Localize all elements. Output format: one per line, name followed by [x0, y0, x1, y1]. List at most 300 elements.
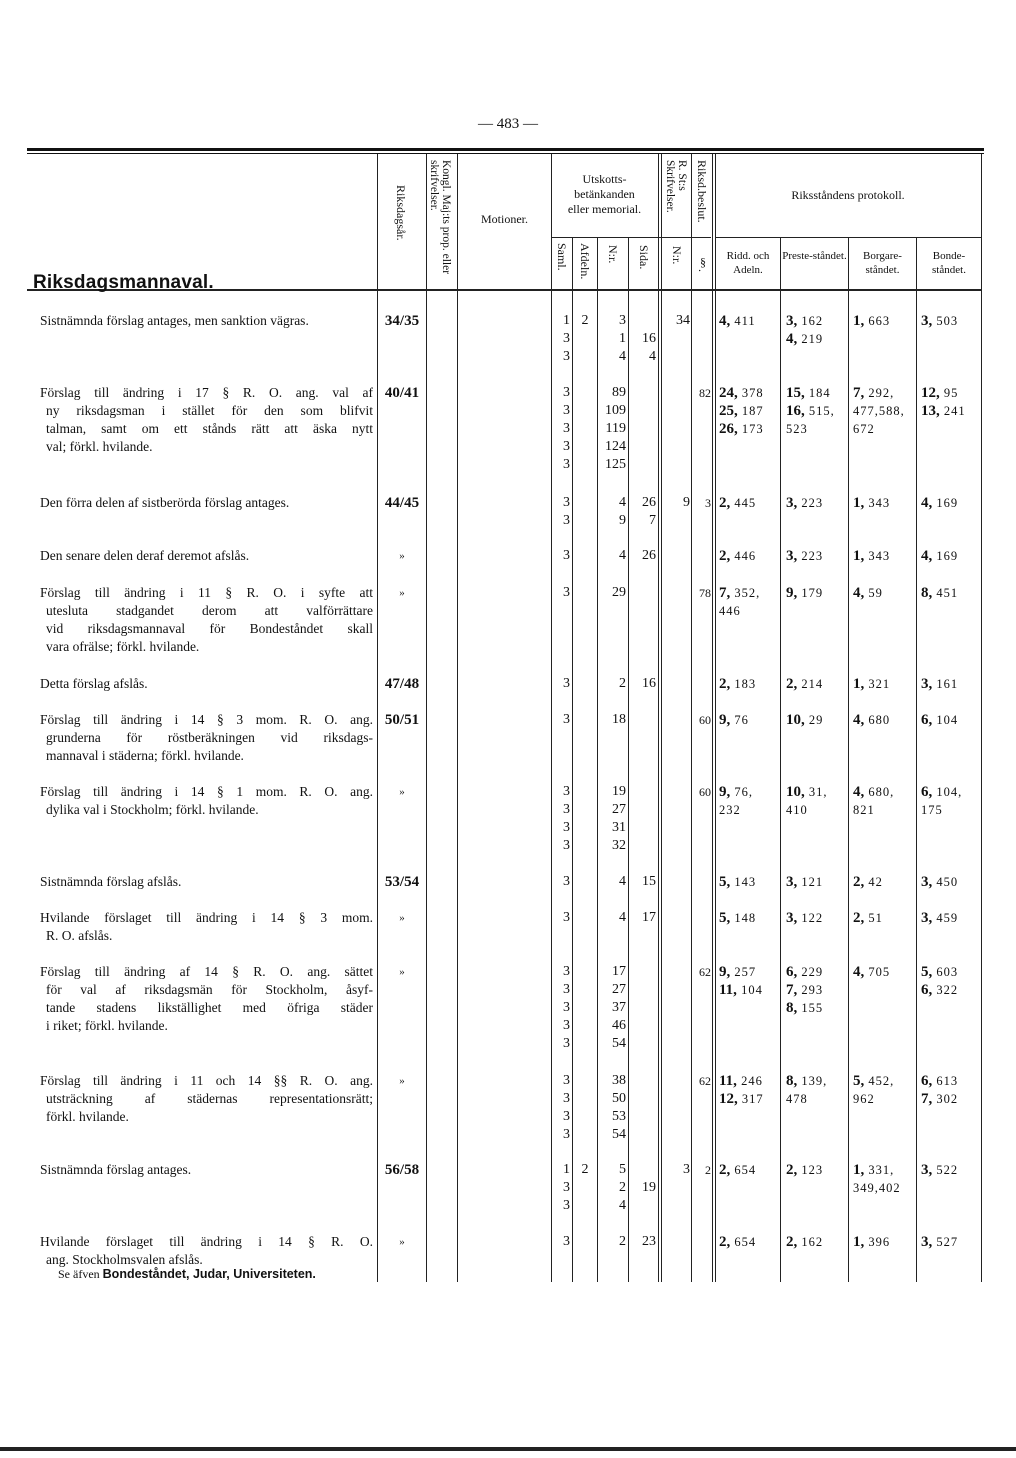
header-saml: Saml.	[555, 243, 569, 271]
saml-value: 3	[563, 1234, 570, 1249]
saml-value: 3	[563, 964, 570, 979]
description-line: Förslag till ändring i 14 § 1 mom. R. O. ang.	[40, 784, 373, 799]
nr-value: 125	[605, 457, 626, 472]
nr-value: 38	[612, 1073, 626, 1088]
preste-ref-page: 293	[801, 983, 824, 997]
ridd-ref	[719, 711, 749, 729]
bonde-ref-volume: 8,	[921, 585, 933, 601]
afdeln-value: 2	[581, 313, 589, 328]
saml-value: 3	[563, 1127, 570, 1142]
preste-ref-volume: 4,	[786, 331, 798, 347]
borgare-ref-page: 962	[853, 1092, 875, 1106]
description-line: Sistnämnda förslag antages.	[40, 1162, 192, 1177]
paragraph-value: 62	[699, 1074, 711, 1088]
riksdagsar-value: 40/41	[384, 385, 420, 401]
bonde-ref-volume: 5,	[921, 964, 933, 980]
bonde-ref	[921, 402, 966, 420]
row-description	[40, 312, 373, 330]
preste-ref-page: 31,	[808, 785, 828, 799]
riksdagsar-value: 53/54	[384, 874, 420, 890]
nr-value: 4	[619, 495, 626, 510]
borgare-ref	[853, 801, 875, 819]
ridd-ref-page: 232	[719, 803, 741, 817]
sida-value: 4	[649, 349, 656, 364]
description-line: Förslag till ändring i 11 och 14 §§ R. O. ang.	[40, 1073, 373, 1088]
nr-value: 5	[619, 1162, 626, 1177]
saml-value: 3	[563, 784, 570, 799]
sida-value: 26	[642, 548, 656, 563]
borgare-ref	[853, 1072, 894, 1090]
bonde-ref-volume: 13,	[921, 403, 940, 419]
preste-ref-page: 229	[801, 965, 824, 979]
borgare-ref-volume: 1,	[853, 495, 865, 511]
section-title: Riksdagsmannaval.	[33, 272, 214, 293]
ridd-ref	[719, 1161, 756, 1179]
bonde-ref	[921, 1161, 958, 1179]
saml-value: 3	[563, 838, 570, 853]
preste-ref	[786, 1161, 823, 1179]
header-rule	[551, 237, 711, 238]
nr-value: 37	[612, 1000, 626, 1015]
saml-value: 3	[563, 1073, 570, 1088]
ridd-ref-volume: 5,	[719, 874, 731, 890]
nr-value: 19	[612, 784, 626, 799]
borgare-ref-volume: 2,	[853, 910, 865, 926]
riksdagsar-value: »	[399, 550, 405, 562]
description-line: mannaval i städerna; förkl. hvilande.	[46, 748, 244, 763]
preste-ref	[786, 675, 823, 693]
header-protokoll: Riksståndens protokoll.	[791, 188, 905, 202]
header-afdeln: Afdeln.	[578, 243, 592, 280]
bonde-ref-page: 95	[943, 386, 959, 400]
row-description	[40, 384, 373, 456]
description-line: ang. Stockholmsvalen afslås.	[46, 1252, 203, 1267]
bottom-rule	[0, 1447, 1016, 1451]
ridd-ref-page: 446	[719, 604, 741, 618]
saml-value: 3	[563, 802, 570, 817]
bonde-ref	[921, 873, 958, 891]
afdeln-value: 2	[581, 1162, 589, 1177]
bonde-ref-volume: 3,	[921, 910, 933, 926]
preste-ref	[786, 312, 823, 330]
paragraph-value: 3	[705, 496, 711, 510]
nr-value: 89	[612, 385, 626, 400]
borgare-ref-page: 452,	[868, 1074, 895, 1088]
borgare-ref	[853, 494, 890, 512]
bonde-ref	[921, 675, 958, 693]
preste-ref-page: 123	[801, 1163, 824, 1177]
preste-ref-page: 121	[801, 875, 824, 889]
ridd-ref-page: 411	[734, 314, 756, 328]
ridd-ref-page: 654	[734, 1235, 757, 1249]
nr-value: 32	[612, 838, 626, 853]
bonde-ref-volume: 4,	[921, 495, 933, 511]
borgare-ref	[853, 1090, 875, 1108]
borgare-ref	[853, 711, 890, 729]
borgare-ref-volume: 1,	[853, 1234, 865, 1250]
row-description	[40, 963, 373, 1035]
borgare-ref	[853, 1161, 894, 1179]
ridd-ref-page: 183	[734, 677, 757, 691]
ridd-ref-page: 104	[741, 983, 763, 997]
description-line: för val af riksdagsmän för Stockholm, åsyf-	[46, 982, 373, 997]
sida-value: 23	[642, 1234, 656, 1249]
ridd-ref	[719, 420, 764, 438]
borgare-ref	[853, 312, 890, 330]
row-description	[40, 1233, 373, 1269]
bonde-ref	[921, 312, 958, 330]
riksdagsar-value: »	[399, 912, 405, 924]
preste-ref-page: 155	[801, 1001, 824, 1015]
header-riksdagsar: Riksdagsår.	[394, 185, 408, 241]
header-rsts-nr: N:r.	[670, 246, 684, 265]
grid-line	[916, 238, 917, 1282]
saml-value: 3	[563, 349, 570, 364]
description-line: Förslag till ändring i 14 § 3 mom. R. O. ang.	[40, 712, 373, 727]
top-rule-thin	[27, 153, 984, 154]
preste-ref	[786, 420, 808, 438]
header-paragraph: §.	[696, 255, 710, 272]
saml-value: 3	[563, 1000, 570, 1015]
saml-value: 3	[563, 385, 570, 400]
saml-value: 1	[563, 313, 570, 328]
row-description	[40, 711, 373, 765]
description-line: Sistnämnda förslag afslås.	[40, 874, 182, 889]
nr-value: 4	[619, 1198, 626, 1213]
description-line: R. O. afslås.	[46, 928, 113, 943]
nr-value: 109	[605, 403, 626, 418]
rsts-nr-value: 9	[683, 495, 690, 510]
ridd-ref-volume: 5,	[719, 910, 731, 926]
description-line: förkl. hvilande.	[46, 1109, 129, 1124]
nr-value: 1	[619, 331, 626, 346]
bonde-ref	[921, 711, 958, 729]
ridd-ref-page: 143	[734, 875, 757, 889]
borgare-ref	[853, 909, 883, 927]
grid-line	[426, 154, 427, 1282]
rsts-nr-value: 34	[676, 313, 690, 328]
riksdagsar-value: »	[399, 587, 405, 599]
ridd-ref-page: 76,	[734, 785, 753, 799]
row-description	[40, 494, 373, 512]
bonde-ref-volume: 12,	[921, 385, 940, 401]
ridd-ref-volume: 2,	[719, 1162, 731, 1178]
riksdagsar-value: »	[399, 786, 405, 798]
nr-value: 29	[612, 585, 626, 600]
borgare-ref-volume: 4,	[853, 784, 865, 800]
borgare-ref	[853, 584, 883, 602]
preste-ref-page: 179	[801, 586, 824, 600]
preste-ref	[786, 801, 808, 819]
bonde-ref-page: 104	[936, 713, 959, 727]
saml-value: 3	[563, 548, 570, 563]
borgare-ref	[853, 402, 905, 420]
borgare-ref-volume: 1,	[853, 676, 865, 692]
bonde-ref-volume: 6,	[921, 1073, 933, 1089]
saml-value: 3	[563, 982, 570, 997]
borgare-ref-page: 672	[853, 422, 875, 436]
ridd-ref-volume: 26,	[719, 421, 738, 437]
preste-ref	[786, 547, 823, 565]
ridd-ref-page: 257	[734, 965, 757, 979]
preste-ref	[786, 1233, 823, 1251]
nr-value: 27	[612, 802, 626, 817]
saml-value: 3	[563, 712, 570, 727]
header-utskott-line2: betänkanden	[574, 187, 635, 201]
grid-line	[848, 238, 849, 1282]
preste-ref-page: 122	[801, 911, 824, 925]
nr-value: 4	[619, 548, 626, 563]
bonde-ref-page: 169	[936, 549, 959, 563]
borgare-ref	[853, 963, 890, 981]
preste-ref	[786, 783, 828, 801]
row-description	[40, 873, 373, 891]
ridd-ref	[719, 384, 764, 402]
bonde-ref	[921, 909, 958, 927]
bonde-ref-page: 322	[936, 983, 959, 997]
borgare-ref-page: 396	[868, 1235, 891, 1249]
borgare-ref-page: 477,588,	[853, 404, 905, 418]
bonde-ref	[921, 494, 958, 512]
row-description	[40, 909, 373, 945]
bonde-ref-page: 603	[936, 965, 959, 979]
bonde-ref-page: 459	[936, 911, 959, 925]
saml-value: 3	[563, 874, 570, 889]
saml-value: 3	[563, 439, 570, 454]
borgare-ref-volume: 7,	[853, 385, 865, 401]
bonde-ref	[921, 801, 943, 819]
preste-ref-page: 478	[786, 1092, 808, 1106]
borgare-ref-volume: 4,	[853, 712, 865, 728]
bonde-ref	[921, 1090, 958, 1108]
sida-value: 16	[642, 331, 656, 346]
description-line: Förslag till ändring i 11 § R. O. i syfte att	[40, 585, 373, 600]
saml-value: 3	[563, 495, 570, 510]
nr-value: 27	[612, 982, 626, 997]
borgare-ref-page: 821	[853, 803, 875, 817]
row-description	[40, 1072, 373, 1126]
ridd-ref	[719, 1233, 756, 1251]
description-line: tande stadens likställighet med öfriga städer	[46, 1000, 373, 1015]
bonde-ref-page: 169	[936, 496, 959, 510]
ridd-ref-volume: 11,	[719, 1073, 737, 1089]
borgare-ref	[853, 675, 890, 693]
header-utskott	[551, 172, 658, 217]
nr-value: 54	[612, 1127, 626, 1142]
preste-ref-volume: 3,	[786, 313, 798, 329]
borgare-ref-volume: 1,	[853, 1162, 865, 1178]
ridd-ref	[719, 675, 756, 693]
description-line: ny riksdagsman i stället för den som blifvit	[46, 403, 373, 418]
grid-line	[457, 154, 458, 1282]
ridd-ref-page: 446	[734, 549, 757, 563]
ridd-ref	[719, 981, 763, 999]
borgare-ref-page: 343	[868, 549, 891, 563]
nr-value: 119	[605, 421, 626, 436]
borgare-ref-volume: 5,	[853, 1073, 865, 1089]
saml-value: 3	[563, 513, 570, 528]
description-line: vid riksdagsmannaval för Bondeståndet skall	[46, 621, 373, 636]
preste-ref-volume: 2,	[786, 1234, 798, 1250]
ridd-ref-volume: 2,	[719, 495, 731, 511]
preste-ref	[786, 584, 823, 602]
saml-value: 3	[563, 1018, 570, 1033]
bonde-ref-page: 450	[936, 875, 959, 889]
preste-ref-volume: 10,	[786, 784, 805, 800]
bonde-ref-page: 241	[943, 404, 966, 418]
sida-value: 7	[649, 513, 656, 528]
riksdagsar-value: 50/51	[384, 712, 420, 728]
nr-value: 2	[619, 1234, 626, 1249]
preste-ref-volume: 16,	[786, 403, 805, 419]
saml-value: 3	[563, 1180, 570, 1195]
ridd-ref	[719, 312, 756, 330]
ridd-ref	[719, 494, 756, 512]
nr-value: 53	[612, 1109, 626, 1124]
bonde-ref-page: 613	[936, 1074, 959, 1088]
paragraph-value: 82	[699, 386, 711, 400]
borgare-ref	[853, 1233, 890, 1251]
saml-value: 3	[563, 421, 570, 436]
bonde-ref-volume: 3,	[921, 874, 933, 890]
bonde-ref-volume: 6,	[921, 784, 933, 800]
nr-value: 2	[619, 1180, 626, 1195]
preste-ref-volume: 3,	[786, 548, 798, 564]
ridd-ref-volume: 9,	[719, 784, 731, 800]
ridd-ref-page: 654	[734, 1163, 757, 1177]
preste-ref	[786, 909, 823, 927]
borgare-ref	[853, 420, 875, 438]
header-utskott-line3: eller memorial.	[567, 202, 642, 216]
ridd-ref-page: 246	[741, 1074, 763, 1088]
ridd-ref	[719, 909, 756, 927]
description-line: vara ofrälse; förkl. hvilande.	[46, 639, 200, 654]
borgare-ref	[853, 1179, 901, 1197]
bonde-ref-volume: 4,	[921, 548, 933, 564]
header-borgare: Borgare-ståndet.	[863, 250, 902, 276]
ridd-ref	[719, 801, 741, 819]
riksdagsar-value: 34/35	[384, 313, 420, 329]
top-rule	[27, 148, 984, 151]
header-rsts: R. St:s Skrifvelser.	[664, 160, 688, 213]
description-line: utesluta stadgandet derom att valförrättare	[46, 603, 373, 618]
nr-value: 18	[612, 712, 626, 727]
borgare-ref	[853, 783, 894, 801]
borgare-ref-page: 705	[868, 965, 891, 979]
ridd-ref-page: 148	[734, 911, 757, 925]
bonde-ref-page: 503	[936, 314, 959, 328]
grid-line	[377, 154, 378, 1282]
preste-ref	[786, 981, 823, 999]
grid-line	[551, 154, 552, 1282]
bonde-ref-page: 527	[936, 1235, 959, 1249]
preste-ref-page: 515,	[808, 404, 835, 418]
ridd-ref-page: 173	[741, 422, 764, 436]
description-line: Den förra delen af sistberörda förslag antages.	[40, 495, 290, 510]
footnote-prefix: Se äfven	[58, 1267, 100, 1281]
header-riksdbeslut: Riksd.beslut.	[695, 160, 709, 223]
preste-ref	[786, 402, 835, 420]
description-line: Förslag till ändring i 17 § R. O. ang. val af	[40, 385, 373, 400]
bonde-ref	[921, 963, 958, 981]
preste-ref	[786, 330, 823, 348]
nr-value: 9	[619, 513, 626, 528]
preste-ref-volume: 2,	[786, 676, 798, 692]
sida-value: 15	[642, 874, 656, 889]
borgare-ref-page: 349,402	[853, 1181, 901, 1195]
nr-value: 4	[619, 874, 626, 889]
preste-ref	[786, 1072, 827, 1090]
bonde-ref-volume: 3,	[921, 676, 933, 692]
description-line: dylika val i Stockholm; förkl. hvilande.	[46, 802, 259, 817]
row-description	[40, 1161, 373, 1179]
nr-value: 3	[619, 313, 626, 328]
borgare-ref-volume: 4,	[853, 585, 865, 601]
paragraph-value: 62	[699, 965, 711, 979]
grid-line	[715, 154, 716, 1282]
nr-value: 46	[612, 1018, 626, 1033]
preste-ref	[786, 711, 823, 729]
bonde-ref-volume: 6,	[921, 712, 933, 728]
riksdagsar-value: 47/48	[384, 676, 420, 692]
borgare-ref-volume: 1,	[853, 548, 865, 564]
bonde-ref	[921, 1233, 958, 1251]
preste-ref-volume: 8,	[786, 1073, 798, 1089]
preste-ref-volume: 9,	[786, 585, 798, 601]
grid-line	[658, 154, 659, 1282]
preste-ref	[786, 494, 823, 512]
header-kongl: Kongl. Maj:ts prop. eller skrifvelser.	[428, 160, 452, 275]
nr-value: 17	[612, 964, 626, 979]
nr-value: 2	[619, 676, 626, 691]
preste-ref-page: 162	[801, 314, 824, 328]
preste-ref	[786, 999, 823, 1017]
preste-ref-page: 219	[801, 332, 824, 346]
borgare-ref	[853, 873, 883, 891]
saml-value: 3	[563, 820, 570, 835]
preste-ref-page: 523	[786, 422, 808, 436]
ridd-ref	[719, 1072, 763, 1090]
paragraph-value: 2	[705, 1163, 711, 1177]
header-preste: Preste-ståndet.	[782, 250, 847, 262]
borgare-ref-page: 321	[868, 677, 891, 691]
preste-ref-page: 29	[808, 713, 824, 727]
row-description	[40, 547, 373, 565]
bonde-ref-page: 104,	[936, 785, 963, 799]
saml-value: 3	[563, 457, 570, 472]
description-line: talman, samt om ett stånds rätt att äska nytt	[46, 421, 373, 436]
saml-value: 3	[563, 331, 570, 346]
borgare-ref-page: 663	[868, 314, 891, 328]
header-nr: N:r.	[606, 245, 620, 264]
description-line: Den senare delen deraf deremot afslås.	[40, 548, 250, 563]
preste-ref-volume: 7,	[786, 982, 798, 998]
bonde-ref-volume: 7,	[921, 1091, 933, 1107]
ridd-ref-volume: 11,	[719, 982, 737, 998]
bonde-ref-volume: 6,	[921, 982, 933, 998]
paragraph-value: 60	[699, 785, 711, 799]
sida-value: 26	[642, 495, 656, 510]
rsts-nr-value: 3	[683, 1162, 690, 1177]
borgare-ref-page: 42	[868, 875, 883, 889]
nr-value: 4	[619, 910, 626, 925]
preste-ref-volume: 6,	[786, 964, 798, 980]
grid-line	[981, 154, 982, 1282]
paragraph-value: 78	[699, 586, 711, 600]
description-line: Hvilande förslaget till ändring i 14 § R. O.	[40, 1234, 373, 1249]
ridd-ref-page: 352,	[734, 586, 761, 600]
ridd-ref-page: 445	[734, 496, 757, 510]
